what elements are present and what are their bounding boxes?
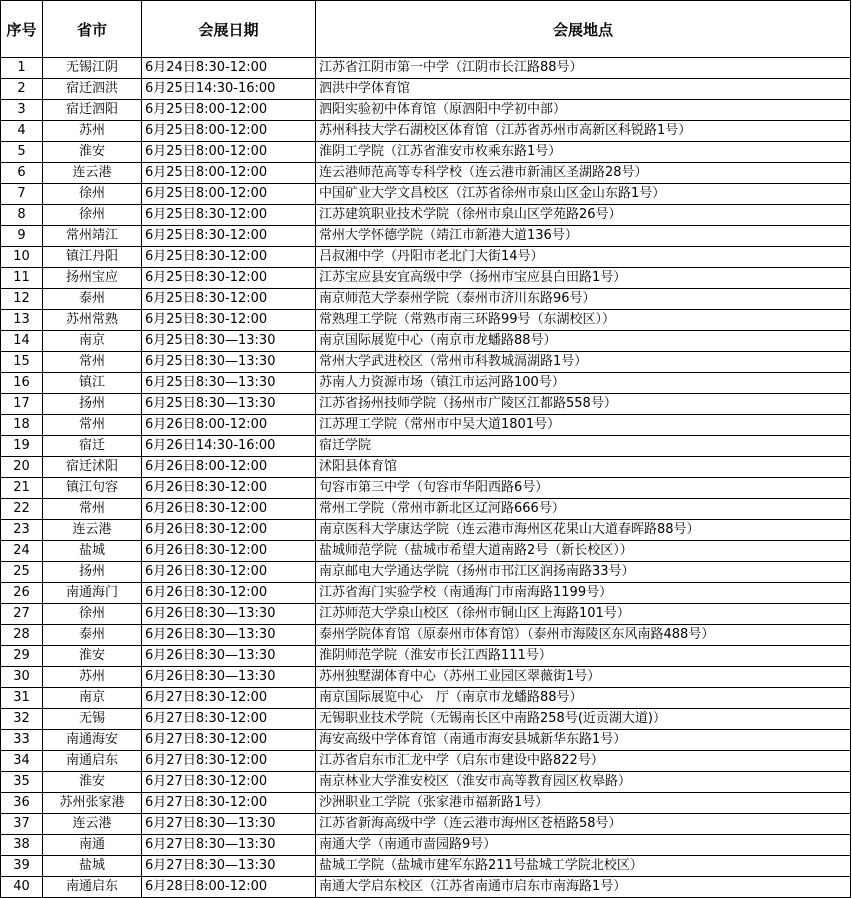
table-row xyxy=(1,856,851,877)
table-row xyxy=(1,247,851,268)
cell-exhibition-date: 6月25日8:00-12:00 xyxy=(142,121,316,142)
table-row xyxy=(1,667,851,688)
header-exhibition-date: 会展日期 xyxy=(142,1,316,58)
table-row xyxy=(1,877,851,898)
table-row xyxy=(1,58,851,79)
cell-exhibition-date: 6月27日8:30-12:00 xyxy=(142,772,316,793)
cell-province-city: 宿迁泗洪 xyxy=(43,79,142,100)
table-row xyxy=(1,688,851,709)
table-row xyxy=(1,562,851,583)
cell-province-city: 徐州 xyxy=(43,205,142,226)
cell-serial-number: 19 xyxy=(1,436,43,457)
table-row xyxy=(1,835,851,856)
header-exhibition-venue: 会展地点 xyxy=(316,1,851,58)
cell-exhibition-venue: 盐城工学院（盐城市建军东路211号盐城工学院北校区） xyxy=(316,856,851,877)
cell-province-city: 南通 xyxy=(43,835,142,856)
cell-exhibition-venue: 南京林业大学淮安校区（淮安市高等教育园区枚皋路） xyxy=(316,772,851,793)
cell-exhibition-date: 6月26日8:00-12:00 xyxy=(142,457,316,478)
table-row xyxy=(1,772,851,793)
cell-exhibition-venue: 南通大学启东校区（江苏省南通市启东市南海路1号） xyxy=(316,877,851,898)
cell-serial-number: 28 xyxy=(1,625,43,646)
cell-province-city: 苏州张家港 xyxy=(43,793,142,814)
cell-serial-number: 24 xyxy=(1,541,43,562)
cell-exhibition-date: 6月25日8:30-12:00 xyxy=(142,226,316,247)
cell-serial-number: 30 xyxy=(1,667,43,688)
cell-exhibition-date: 6月27日8:30—13:30 xyxy=(142,814,316,835)
cell-exhibition-date: 6月25日8:00-12:00 xyxy=(142,142,316,163)
cell-exhibition-date: 6月25日8:00-12:00 xyxy=(142,163,316,184)
table-row xyxy=(1,646,851,667)
cell-exhibition-venue: 常州大学怀德学院（靖江市新港大道136号） xyxy=(316,226,851,247)
cell-exhibition-date: 6月27日8:30—13:30 xyxy=(142,856,316,877)
cell-exhibition-venue: 常熟理工学院（常熟市南三环路99号（东湖校区）） xyxy=(316,310,851,331)
cell-province-city: 徐州 xyxy=(43,604,142,625)
cell-exhibition-venue: 江苏宝应县安宜高级中学（扬州市宝应县白田路1号） xyxy=(316,268,851,289)
cell-province-city: 镇江 xyxy=(43,373,142,394)
cell-serial-number: 21 xyxy=(1,478,43,499)
cell-serial-number: 36 xyxy=(1,793,43,814)
cell-exhibition-date: 6月26日8:30—13:30 xyxy=(142,625,316,646)
table-row xyxy=(1,205,851,226)
cell-exhibition-venue: 江苏省扬州技师学院（扬州市广陵区江都路558号） xyxy=(316,394,851,415)
cell-serial-number: 13 xyxy=(1,310,43,331)
cell-exhibition-venue: 中国矿业大学文昌校区（江苏省徐州市泉山区金山东路1号） xyxy=(316,184,851,205)
table-row xyxy=(1,541,851,562)
table-row xyxy=(1,142,851,163)
cell-province-city: 扬州 xyxy=(43,394,142,415)
cell-serial-number: 22 xyxy=(1,499,43,520)
cell-exhibition-venue: 沭阳县体育馆 xyxy=(316,457,851,478)
cell-exhibition-venue: 宿迁学院 xyxy=(316,436,851,457)
cell-exhibition-date: 6月25日8:30—13:30 xyxy=(142,373,316,394)
cell-province-city: 扬州宝应 xyxy=(43,268,142,289)
cell-province-city: 苏州 xyxy=(43,121,142,142)
table-row xyxy=(1,457,851,478)
table-row xyxy=(1,436,851,457)
cell-exhibition-venue: 苏州科技大学石湖校区体育馆（江苏省苏州市高新区科锐路1号） xyxy=(316,121,851,142)
cell-exhibition-venue: 江苏省海门实验学校（南通海门市南海路1199号） xyxy=(316,583,851,604)
cell-serial-number: 16 xyxy=(1,373,43,394)
cell-serial-number: 25 xyxy=(1,562,43,583)
cell-serial-number: 23 xyxy=(1,520,43,541)
cell-exhibition-venue: 常州大学武进校区（常州市科教城滆湖路1号） xyxy=(316,352,851,373)
cell-serial-number: 35 xyxy=(1,772,43,793)
cell-exhibition-venue: 泗洪中学体育馆 xyxy=(316,79,851,100)
cell-province-city: 南通启东 xyxy=(43,751,142,772)
cell-province-city: 盐城 xyxy=(43,856,142,877)
cell-serial-number: 9 xyxy=(1,226,43,247)
table-row xyxy=(1,709,851,730)
cell-exhibition-venue: 泰州学院体育馆（原泰州市体育馆）（泰州市海陵区东风南路488号） xyxy=(316,625,851,646)
table-row xyxy=(1,121,851,142)
cell-exhibition-date: 6月27日8:30-12:00 xyxy=(142,688,316,709)
table-row xyxy=(1,604,851,625)
cell-exhibition-date: 6月25日8:30-12:00 xyxy=(142,205,316,226)
cell-province-city: 宿迁泗阳 xyxy=(43,100,142,121)
cell-province-city: 淮安 xyxy=(43,142,142,163)
table-row xyxy=(1,394,851,415)
cell-exhibition-date: 6月25日8:30-12:00 xyxy=(142,310,316,331)
cell-serial-number: 29 xyxy=(1,646,43,667)
cell-exhibition-venue: 无锡职业技术学院（无锡南长区中南路258号(近贡湖大道)） xyxy=(316,709,851,730)
cell-province-city: 无锡江阴 xyxy=(43,58,142,79)
cell-exhibition-venue: 南京国际展览中心 厅（南京市龙蟠路88号） xyxy=(316,688,851,709)
cell-exhibition-date: 6月26日8:30-12:00 xyxy=(142,499,316,520)
header-row xyxy=(1,1,851,58)
header-province-city: 省市 xyxy=(43,1,142,58)
cell-province-city: 连云港 xyxy=(43,163,142,184)
cell-province-city: 淮安 xyxy=(43,646,142,667)
table-row xyxy=(1,814,851,835)
cell-province-city: 苏州 xyxy=(43,667,142,688)
table-row xyxy=(1,226,851,247)
table-row xyxy=(1,352,851,373)
cell-serial-number: 11 xyxy=(1,268,43,289)
cell-serial-number: 2 xyxy=(1,79,43,100)
cell-province-city: 南通海安 xyxy=(43,730,142,751)
cell-serial-number: 3 xyxy=(1,100,43,121)
cell-province-city: 镇江句容 xyxy=(43,478,142,499)
cell-exhibition-date: 6月24日8:30-12:00 xyxy=(142,58,316,79)
cell-exhibition-date: 6月25日8:30—13:30 xyxy=(142,394,316,415)
cell-province-city: 无锡 xyxy=(43,709,142,730)
table-row xyxy=(1,310,851,331)
cell-exhibition-venue: 江苏省启东市汇龙中学（启东市建设中路822号） xyxy=(316,751,851,772)
cell-serial-number: 39 xyxy=(1,856,43,877)
cell-serial-number: 1 xyxy=(1,58,43,79)
cell-exhibition-date: 6月26日8:30-12:00 xyxy=(142,478,316,499)
cell-exhibition-date: 6月25日8:00-12:00 xyxy=(142,100,316,121)
table-row xyxy=(1,100,851,121)
table-row xyxy=(1,331,851,352)
cell-exhibition-venue: 泗阳实验初中体育馆（原泗阳中学初中部） xyxy=(316,100,851,121)
cell-exhibition-venue: 海安高级中学体育馆（南通市海安县城新华东路1号） xyxy=(316,730,851,751)
cell-serial-number: 40 xyxy=(1,877,43,898)
table-row xyxy=(1,520,851,541)
cell-serial-number: 18 xyxy=(1,415,43,436)
table-row xyxy=(1,163,851,184)
table-row xyxy=(1,478,851,499)
table-row xyxy=(1,625,851,646)
cell-exhibition-date: 6月27日8:30-12:00 xyxy=(142,709,316,730)
cell-exhibition-venue: 江苏师范大学泉山校区（徐州市铜山区上海路101号） xyxy=(316,604,851,625)
cell-serial-number: 4 xyxy=(1,121,43,142)
cell-exhibition-venue: 江苏省江阴市第一中学（江阴市长江路88号） xyxy=(316,58,851,79)
cell-province-city: 常州 xyxy=(43,499,142,520)
cell-exhibition-date: 6月26日8:30-12:00 xyxy=(142,520,316,541)
cell-province-city: 南通海门 xyxy=(43,583,142,604)
cell-serial-number: 37 xyxy=(1,814,43,835)
cell-province-city: 泰州 xyxy=(43,625,142,646)
cell-exhibition-venue: 苏南人力资源市场（镇江市运河路100号） xyxy=(316,373,851,394)
cell-province-city: 常州 xyxy=(43,415,142,436)
cell-exhibition-date: 6月26日14:30-16:00 xyxy=(142,436,316,457)
cell-serial-number: 32 xyxy=(1,709,43,730)
cell-exhibition-venue: 南京医科大学康达学院（连云港市海州区花果山大道春晖路88号） xyxy=(316,520,851,541)
cell-exhibition-date: 6月25日8:00-12:00 xyxy=(142,184,316,205)
cell-exhibition-venue: 南京国际展览中心（南京市龙蟠路88号） xyxy=(316,331,851,352)
cell-exhibition-venue: 常州工学院（常州市新北区辽河路666号） xyxy=(316,499,851,520)
cell-serial-number: 7 xyxy=(1,184,43,205)
cell-exhibition-venue: 淮阴工学院（江苏省淮安市枚乘东路1号） xyxy=(316,142,851,163)
cell-province-city: 淮安 xyxy=(43,772,142,793)
cell-exhibition-date: 6月25日8:30—13:30 xyxy=(142,331,316,352)
cell-province-city: 徐州 xyxy=(43,184,142,205)
cell-serial-number: 8 xyxy=(1,205,43,226)
cell-exhibition-date: 6月26日8:30—13:30 xyxy=(142,667,316,688)
cell-serial-number: 17 xyxy=(1,394,43,415)
cell-serial-number: 34 xyxy=(1,751,43,772)
cell-exhibition-venue: 江苏建筑职业技术学院（徐州市泉山区学苑路26号） xyxy=(316,205,851,226)
cell-exhibition-venue: 苏州独墅湖体育中心（苏州工业园区翠薇街1号） xyxy=(316,667,851,688)
cell-province-city: 南京 xyxy=(43,331,142,352)
table-row xyxy=(1,415,851,436)
cell-exhibition-date: 6月26日8:30—13:30 xyxy=(142,604,316,625)
cell-province-city: 常州靖江 xyxy=(43,226,142,247)
cell-exhibition-date: 6月26日8:00-12:00 xyxy=(142,415,316,436)
cell-province-city: 宿迁沭阳 xyxy=(43,457,142,478)
cell-exhibition-date: 6月26日8:30-12:00 xyxy=(142,562,316,583)
cell-province-city: 连云港 xyxy=(43,814,142,835)
cell-exhibition-venue: 南京邮电大学通达学院（扬州市邗江区润扬南路33号） xyxy=(316,562,851,583)
cell-province-city: 南京 xyxy=(43,688,142,709)
cell-province-city: 常州 xyxy=(43,352,142,373)
cell-exhibition-venue: 江苏省新海高级中学（连云港市海州区苍梧路58号） xyxy=(316,814,851,835)
cell-serial-number: 33 xyxy=(1,730,43,751)
cell-exhibition-date: 6月25日8:30—13:30 xyxy=(142,352,316,373)
cell-serial-number: 20 xyxy=(1,457,43,478)
cell-exhibition-venue: 吕叔湘中学（丹阳市老北门大街14号） xyxy=(316,247,851,268)
table-row xyxy=(1,751,851,772)
table-row xyxy=(1,373,851,394)
table-row xyxy=(1,793,851,814)
table-row xyxy=(1,583,851,604)
cell-serial-number: 26 xyxy=(1,583,43,604)
cell-exhibition-date: 6月25日8:30-12:00 xyxy=(142,247,316,268)
table-body xyxy=(1,58,851,898)
cell-province-city: 泰州 xyxy=(43,289,142,310)
cell-serial-number: 6 xyxy=(1,163,43,184)
cell-exhibition-venue: 淮阴师范学院（淮安市长江西路111号） xyxy=(316,646,851,667)
cell-serial-number: 38 xyxy=(1,835,43,856)
cell-exhibition-venue: 句容市第三中学（句容市华阳西路6号） xyxy=(316,478,851,499)
table-header xyxy=(1,1,851,58)
cell-province-city: 连云港 xyxy=(43,520,142,541)
cell-exhibition-date: 6月25日8:30-12:00 xyxy=(142,289,316,310)
cell-exhibition-venue: 江苏理工学院（常州市中吴大道1801号） xyxy=(316,415,851,436)
cell-serial-number: 12 xyxy=(1,289,43,310)
cell-province-city: 盐城 xyxy=(43,541,142,562)
cell-exhibition-venue: 南通大学（南通市啬园路9号） xyxy=(316,835,851,856)
cell-serial-number: 10 xyxy=(1,247,43,268)
cell-serial-number: 14 xyxy=(1,331,43,352)
cell-exhibition-date: 6月25日14:30-16:00 xyxy=(142,79,316,100)
cell-province-city: 镇江丹阳 xyxy=(43,247,142,268)
cell-exhibition-date: 6月26日8:30—13:30 xyxy=(142,646,316,667)
cell-exhibition-venue: 沙洲职业工学院（张家港市福新路1号） xyxy=(316,793,851,814)
cell-serial-number: 15 xyxy=(1,352,43,373)
cell-province-city: 南通启东 xyxy=(43,877,142,898)
cell-exhibition-venue: 连云港师范高等专科学校（连云港市新浦区圣湖路28号） xyxy=(316,163,851,184)
table-row xyxy=(1,499,851,520)
cell-province-city: 苏州常熟 xyxy=(43,310,142,331)
cell-exhibition-date: 6月27日8:30-12:00 xyxy=(142,793,316,814)
table-row xyxy=(1,730,851,751)
cell-exhibition-date: 6月26日8:30-12:00 xyxy=(142,541,316,562)
header-serial-number: 序号 xyxy=(1,1,43,58)
table-row xyxy=(1,184,851,205)
cell-exhibition-venue: 南京师范大学泰州学院（泰州市济川东路96号） xyxy=(316,289,851,310)
cell-province-city: 扬州 xyxy=(43,562,142,583)
table-row xyxy=(1,79,851,100)
cell-province-city: 宿迁 xyxy=(43,436,142,457)
cell-exhibition-venue: 盐城师范学院（盐城市希望大道南路2号（新长校区）） xyxy=(316,541,851,562)
cell-serial-number: 27 xyxy=(1,604,43,625)
cell-exhibition-date: 6月25日8:30-12:00 xyxy=(142,268,316,289)
cell-exhibition-date: 6月27日8:30—13:30 xyxy=(142,835,316,856)
cell-serial-number: 5 xyxy=(1,142,43,163)
cell-exhibition-date: 6月26日8:30-12:00 xyxy=(142,583,316,604)
cell-exhibition-date: 6月27日8:30-12:00 xyxy=(142,751,316,772)
cell-serial-number: 31 xyxy=(1,688,43,709)
table-row xyxy=(1,268,851,289)
cell-exhibition-date: 6月28日8:00-12:00 xyxy=(142,877,316,898)
table-row xyxy=(1,289,851,310)
cell-exhibition-date: 6月27日8:30-12:00 xyxy=(142,730,316,751)
